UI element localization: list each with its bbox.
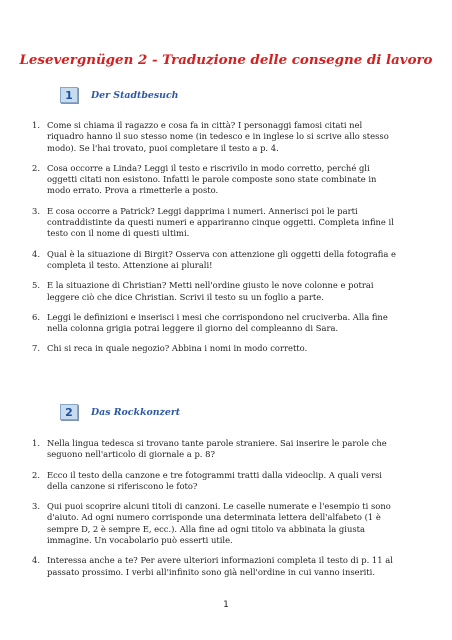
list-item: 7. Chi si reca in quale negozio? Abbina i nomi in modo corretto.	[32, 343, 308, 354]
section-number-badge: 2	[60, 404, 78, 420]
section-2-instructions	[32, 438, 400, 578]
list-item: 3. Qui puoi scoprire alcuni titoli di canzoni. Le caselle numerate e l'esempio ti sono d'aiuto. Ad ogni numero corrisponde una determinata lettera dell'alfabeto (1 è sempre D, 2 è sempre E, ecc.). Alla fine ad ogni titolo va abbinata la giusta immagine. Un vocabolario può esserti utile.	[32, 501, 391, 546]
list-item: 4. Qual è la situazione di Birgit? Osserva con attenzione gli oggetti della fotografia e completa il testo. Attenzione ai plurali!	[32, 248, 396, 270]
section-header-2	[60, 403, 180, 421]
list-item: 6. Leggi le definizioni e inserisci i mesi che corrispondono nel cruciverba. Alla fine nella colonna grigia potrai leggere il giorno del compleanno di Sara.	[32, 311, 388, 334]
list-item: 3. E cosa occorre a Patrick? Leggi dapprima i numeri. Annerisci poi le parti contraddistinte da questi numeri e appariranno cinque oggetti. Completa infine il testo con il nome di questi ultimi.	[32, 205, 394, 239]
section-1-instructions	[32, 120, 400, 355]
list-item: 2. Ecco il testo della canzone e tre fotogrammi tratti dalla videoclip. A quali versi della canzone si riferiscono le foto?	[32, 469, 382, 491]
page-number: 1	[223, 600, 229, 610]
list-item: 2. Cosa occorre a Linda? Leggi il testo e riscrivilo in modo corretto, perché gli oggetti citati non esistono. Infatti le parole composte sono state combinate in modo errato. Prova a rimetterle a posto.	[32, 162, 377, 196]
section-title: Das Rockkonzert	[91, 406, 181, 418]
section-title: Der Stadtbesuch	[91, 89, 179, 101]
list-item: 1. Come si chiama il ragazzo e cosa fa in città? I personaggi famosi citati nel riquadro hanno il suo stesso nome (in tedesco e in inglese lo si scrive allo stesso modo). Se l'hai trovato, puoi completare il testo a p. 4.	[32, 120, 389, 153]
section-number-badge: 1	[60, 87, 78, 103]
document-title: Lesevergnügen 2 - Traduzione delle consegne di lavoro	[19, 52, 433, 68]
list-item: 1. Nella lingua tedesca si trovano tante parole straniere. Sai inserire le parole che seguono nell'articolo di giornale a p. 8?	[32, 438, 387, 460]
list-item: 5. E la situazione di Christian? Metti nell'ordine giusto le nove colonne e potrai leggere ciò che dice Christian. Scrivi il testo su un foglio a parte.	[32, 280, 374, 302]
list-item: 4. Interessa anche a te? Per avere ulteriori informazioni completa il testo di p. 11 al passato prossimo. I verbi all'infinito sono già nell'ordine in cui vanno inseriti.	[32, 555, 393, 577]
section-header-1	[60, 86, 179, 104]
